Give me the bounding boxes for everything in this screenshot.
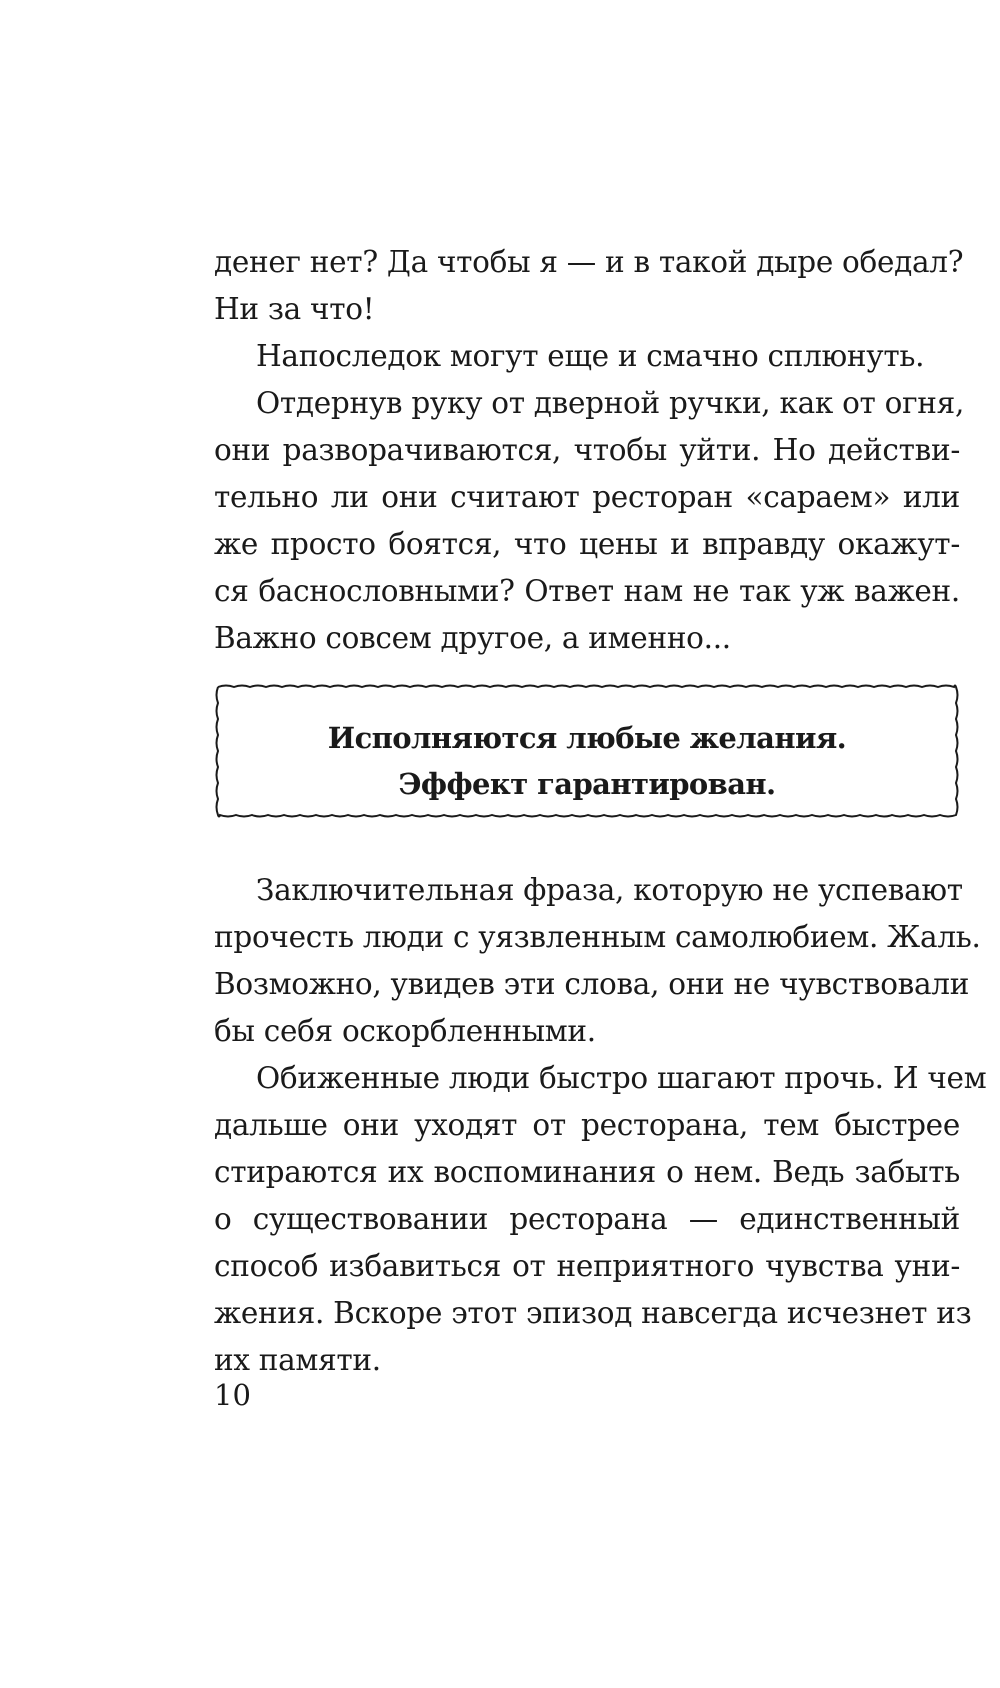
text-line: Обиженные люди быстро шагают прочь. И чем xyxy=(256,1061,987,1095)
text-line: дальше они уходят от ресторана, тем быстрее xyxy=(214,1108,960,1142)
text-line: прочесть люди с уязвленным самолюбием. Жаль. xyxy=(214,920,981,954)
text-line: Напоследок могут еще и смачно сплюнуть. xyxy=(256,339,925,373)
callout-line: Эффект гарантирован. xyxy=(398,767,776,801)
paragraph xyxy=(214,333,960,380)
text-line: Ни за что! xyxy=(214,292,375,326)
paragraph xyxy=(214,239,964,333)
paragraph xyxy=(214,1055,987,1384)
paragraph xyxy=(214,867,981,1055)
body-text-top xyxy=(214,239,965,662)
paragraph xyxy=(214,380,965,662)
text-line: Отдернув руку от дверной ручки, как от огня, xyxy=(256,386,965,420)
callout-line: Исполняются любые желания. xyxy=(327,721,847,755)
text-line: Возможно, увидев эти слова, они не чувствовали xyxy=(214,967,970,1001)
text-line: бы себя оскорбленными. xyxy=(214,1014,596,1048)
text-line: они разворачиваются, чтобы уйти. Но действи- xyxy=(214,433,960,467)
text-line: жения. Вскоре этот эпизод навсегда исчезнет из xyxy=(214,1296,972,1330)
text-line: их памяти. xyxy=(214,1343,381,1377)
callout-box xyxy=(212,681,962,821)
text-line: стираются их воспоминания о нем. Ведь забыть xyxy=(214,1155,960,1189)
text-line: ся баснословными? Ответ нам не так уж важен. xyxy=(214,574,960,608)
text-line: же просто боятся, что цены и вправду окажут- xyxy=(214,527,960,561)
text-line: способ избавиться от неприятного чувства уни- xyxy=(214,1249,960,1283)
text-line: о существовании ресторана — единственный xyxy=(214,1202,960,1236)
text-line: Заключительная фраза, которую не успевают xyxy=(256,873,963,907)
page-number: 10 xyxy=(214,1378,251,1412)
body-text-bottom xyxy=(214,867,987,1384)
text-line: тельно ли они считают ресторан «сараем» или xyxy=(214,480,960,514)
text-line: Важно совсем другое, а именно... xyxy=(214,621,731,655)
text-line: денег нет? Да чтобы я — и в такой дыре обедал? xyxy=(214,245,964,279)
